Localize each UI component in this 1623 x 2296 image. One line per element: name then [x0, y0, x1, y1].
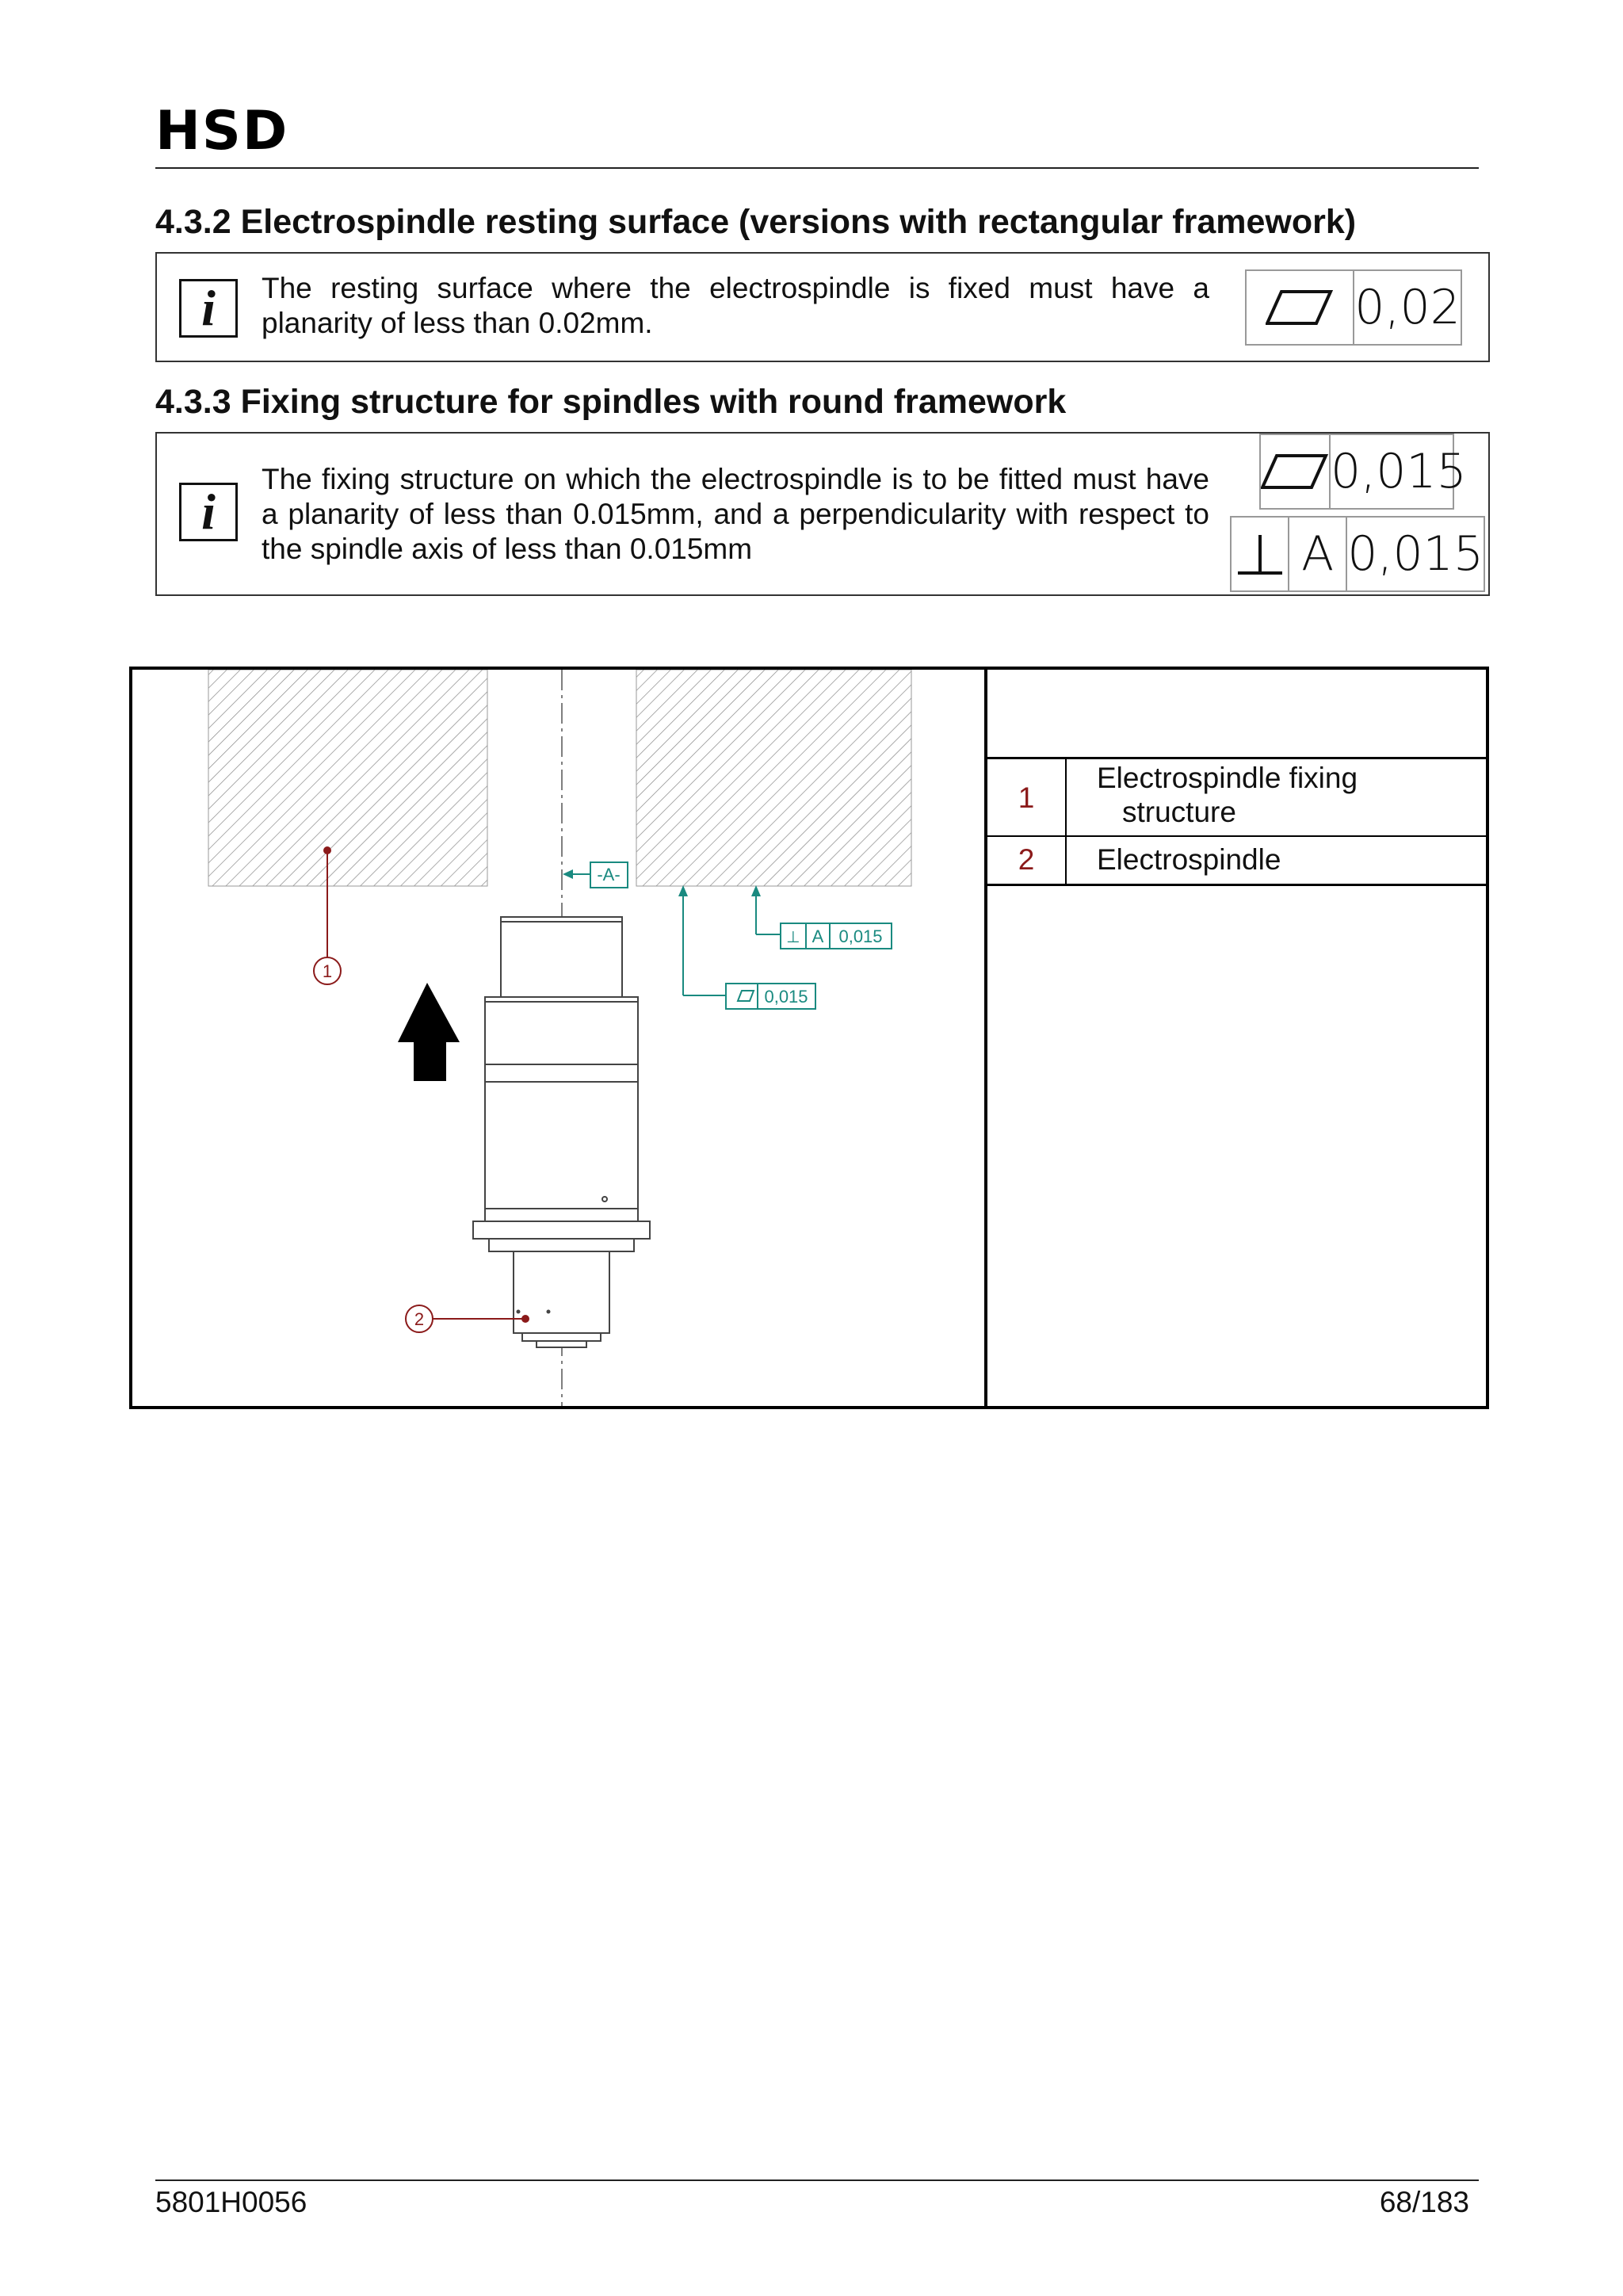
legend-num-1: 1	[1018, 781, 1035, 814]
datum-ref: A	[1289, 518, 1347, 590]
note-box-4-3-2	[155, 252, 1490, 362]
legend-col-divider	[1065, 757, 1067, 886]
legend-desc-1-line2: structure	[1122, 796, 1236, 828]
tolerance-value: 0,02	[1354, 280, 1461, 335]
note-box-4-3-3	[155, 432, 1490, 596]
perp-arrow	[751, 885, 761, 896]
balloon-2-label: 2	[414, 1309, 425, 1329]
electrospindle	[473, 917, 650, 1347]
perp-datum: A	[812, 926, 824, 946]
tolerance-value: 0,015	[1331, 444, 1467, 499]
legend-bottom-rule	[987, 884, 1486, 886]
hsd-logo: HSD	[155, 100, 289, 162]
spindle-drawing	[132, 670, 985, 1406]
leader-dot-1	[323, 846, 331, 854]
info-icon: i	[179, 483, 238, 541]
note-text-4-3-3: The fixing structure on which the electrospindle is to be fitted must have a planarity of less than 0.015mm, and a perpendicularity with respect to the spindle axis of less than 0.015mm	[262, 463, 1209, 565]
doc-code: 5801H0056	[155, 2186, 307, 2218]
flat-arrow	[678, 885, 688, 896]
legend-desc-1-line1: Electrospindle fixing	[1097, 762, 1358, 794]
tolerance-frame-perpendicularity	[1230, 516, 1485, 592]
detail-dot	[547, 1310, 551, 1314]
flat-value: 0,015	[764, 987, 808, 1007]
legend-desc-2: Electrospindle	[1097, 843, 1281, 876]
flatness-icon	[1261, 435, 1331, 508]
perpendicular-icon	[1232, 518, 1289, 590]
detail-dot	[517, 1310, 521, 1314]
direction-arrow-icon	[398, 983, 460, 1081]
legend-row-divider	[987, 835, 1486, 837]
header-rule	[155, 167, 1479, 169]
fixing-structure-right	[636, 670, 911, 886]
datum-label: -A-	[597, 865, 621, 884]
perp-symbol: ⊥	[786, 927, 800, 946]
tolerance-value: 0,015	[1347, 526, 1484, 582]
page-number: 68/183	[1379, 2186, 1469, 2218]
tolerance-frame-flatness	[1245, 269, 1462, 346]
heading-4-3-2: 4.3.2 Electrospindle resting surface (versions with rectangular framework)	[155, 203, 1357, 241]
footer-rule	[155, 2179, 1479, 2181]
tolerance-frame-flatness	[1259, 434, 1467, 510]
perp-value: 0,015	[838, 926, 883, 946]
legend-panel	[987, 670, 1486, 1406]
legend-top-rule	[987, 757, 1486, 759]
heading-4-3-3: 4.3.3 Fixing structure for spindles with round framework	[155, 383, 1067, 421]
note-text-4-3-2: The resting surface where the electrospindle is fixed must have a planarity of less than 0.02mm.	[262, 272, 1209, 339]
legend-num-2: 2	[1018, 843, 1035, 876]
fixing-structure-left	[208, 670, 487, 886]
leader-dot-2	[521, 1315, 529, 1323]
info-icon: i	[179, 279, 238, 338]
datum-arrow	[563, 869, 573, 879]
figure-frame	[129, 667, 1489, 1409]
flatness-icon	[1247, 271, 1354, 344]
balloon-1-label: 1	[322, 961, 333, 981]
legend-desc-1	[1097, 761, 1477, 829]
